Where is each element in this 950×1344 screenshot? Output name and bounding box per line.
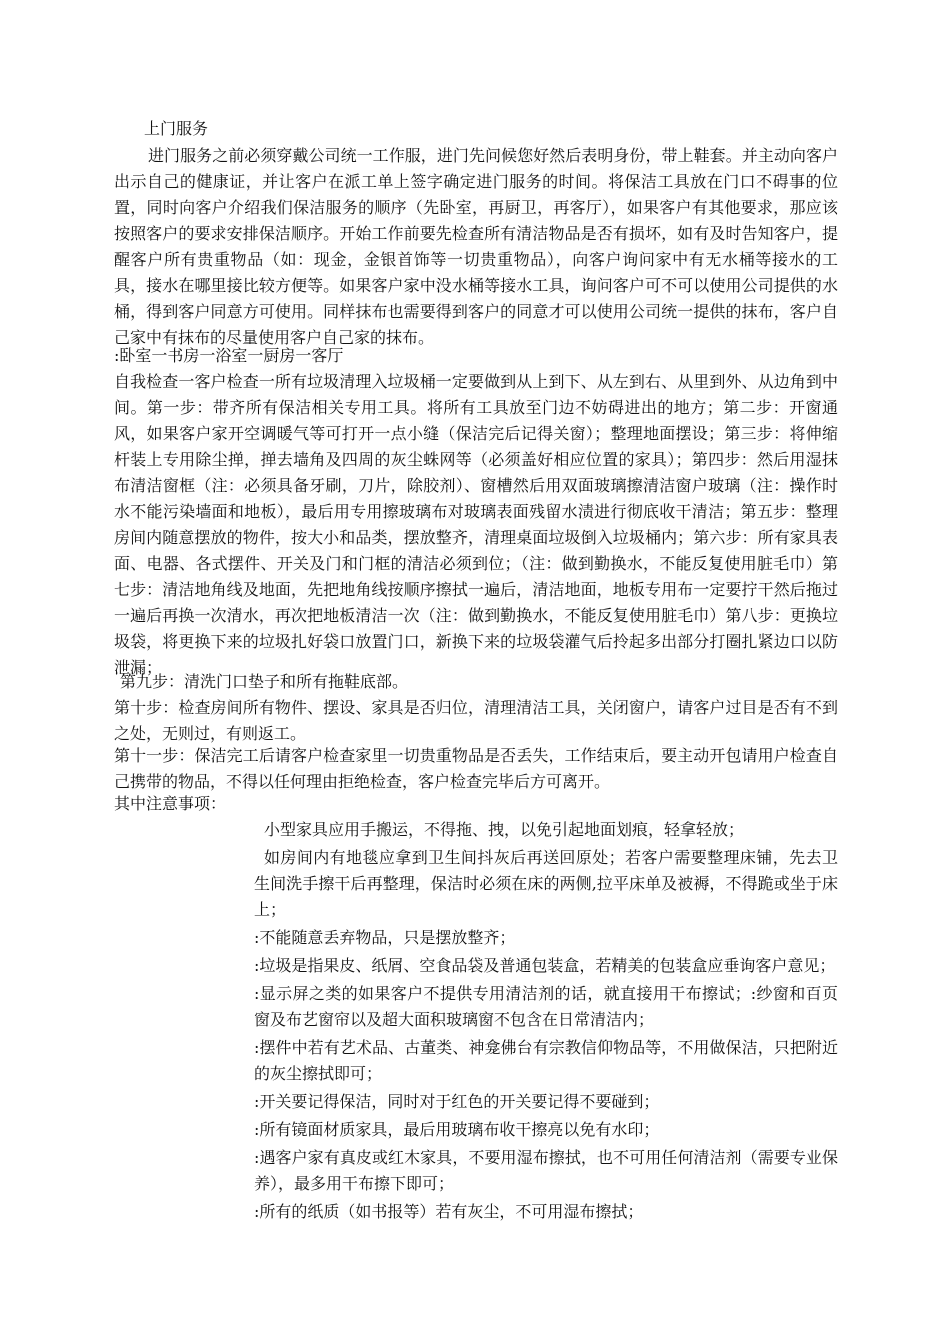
step-nine: 第九步：清洗门口垫子和所有拖鞋底部。 [120, 672, 409, 691]
cleaning-order: :卧室一书房一浴室一厨房一客厅 [114, 346, 344, 365]
step-eleven: 第十一步：保洁完工后请客户检查家里一切贵重物品是否丢失，工作结束后，要主动开包请用户检查自己携带的物品，不得以任何理由拒绝检查，客户检查完毕后方可离开。 [114, 746, 838, 791]
intro-paragraph: 进门服务之前必须穿戴公司统一工作服，进门先问候您好然后表明身份，带上鞋套。并主动向客户出示自己的健康证，并让客户在派工单上签字确定进门服务的时间。将保洁工具放在门口不碍事的位置，同时向客户介绍我们保洁服务的顺序（先卧室，再厨卫，再客厅），如果客户有其他要求，那应该按照客户的要求安排保洁顺序。开始工作前要先检查所有清洁物品是否有损坏，如有及时告知客户，提醒客户所有贵重物品（如：现金，金银首饰等一切贵重物品），向客户询问家中有无水桶等接水的工具，接水在哪里接比较方便等。如果客户家中没水桶等接水工具，询问客户可不可以使用公司提供的水桶，得到客户同意方可使用。同样抹布也需要得到客户的同意才可以使用公司统一提供的抹布，客户自己家中有抹布的尽量使用客户自己家的抹布。 [114, 146, 838, 347]
note-item: :摆件中若有艺术品、古董类、神龛佛台有宗教信仰物品等，不用做保洁，只把附近的灰尘擦拭即可； [254, 1038, 838, 1083]
note-item: :遇客户家有真皮或红木家具，不要用湿布擦拭，也不可用任何清洁剂（需要专业保养），最多用干布擦下即可； [254, 1148, 838, 1193]
note-item: :显示屏之类的如果客户不提供专用清洁剂的话，就直接用干布擦试；:纱窗和百页窗及布艺窗帘以及超大面积玻璃窗不包含在日常清洁内； [254, 984, 838, 1029]
note-item: :所有的纸质（如书报等）若有灰尘，不可用湿布擦拭； [254, 1202, 644, 1221]
note-item: :不能随意丢弃物品，只是摆放整齐； [254, 928, 516, 947]
note-item: 如房间内有地毯应拿到卫生间抖灰后再送回原处；若客户需要整理床铺，先去卫生间洗手擦干后再整理，保洁时必须在床的两侧,拉平床单及被褥，不得跪或坐于床上； [254, 848, 838, 919]
note-item: :开关要记得保洁，同时对于红色的开关要记得不要碰到； [254, 1092, 660, 1111]
step-ten: 第十步：检查房间所有物件、摆设、家具是否归位，清理清洁工具，关闭窗户，请客户过目是否有不到之处，无则过，有则返工。 [114, 698, 838, 743]
notes-list [254, 817, 838, 1227]
note-item: :垃圾是指果皮、纸屑、空食品袋及普通包装盒，若精美的包装盒应垂询客户意见； [254, 956, 836, 975]
note-item: :所有镜面材质家具，最后用玻璃布收干擦亮以免有水印； [254, 1120, 660, 1139]
doc-title: 上门服务 [144, 119, 209, 138]
steps-paragraph: 自我检查一客户检查一所有垃圾清理入垃圾桶一定要做到从上到下、从左到右、从里到外、从边角到中间。第一步：带齐所有保洁相关专用工具。将所有工具放至门边不妨碍进出的地方；第二步：开窗通风，如果客户家开空调暖气等可打开一点小缝（保洁完后记得关窗）；整理地面摆设；第三步：将伸缩杆装上专用除尘掸，掸去墙角及四周的灰尘蛛网等（必须盖好相应位置的家具）；第四步：然后用湿抹布清洁窗框（注：必须具备牙刷，刀片，除胶剂）、窗槽然后用双面玻璃擦清洁窗户玻璃（注：操作时水不能污染墙面和地板），最后用专用擦玻璃布对玻璃表面残留水渍进行彻底收干清洁；第五步：整理房间内随意摆放的物件，按大小和品类，摆放整齐，清理桌面垃圾倒入垃圾桶内；第六步：所有家具表面、电器、各式摆件、开关及门和门框的清洁必须到位；（注：做到勤换水，不能反复使用脏毛巾）第七步：清洁地角线及地面，先把地角线按顺序擦拭一遍后，清洁地面，地板专用布一定要拧干然后拖过一遍后再换一次清水，再次把地板清洁一次（注：做到勤换水，不能反复使用脏毛巾）第八步：更换垃圾袋，将更换下来的垃圾扎好袋口放置门口，新换下来的垃圾袋灌气后拎起多出部分打圈扎紧边口以防泄漏； [114, 372, 838, 677]
note-item: 小型家具应用手搬运，不得拖、拽，以免引起地面划痕，轻拿轻放； [264, 820, 745, 839]
notes-heading: 其中注意事项： [114, 794, 227, 813]
